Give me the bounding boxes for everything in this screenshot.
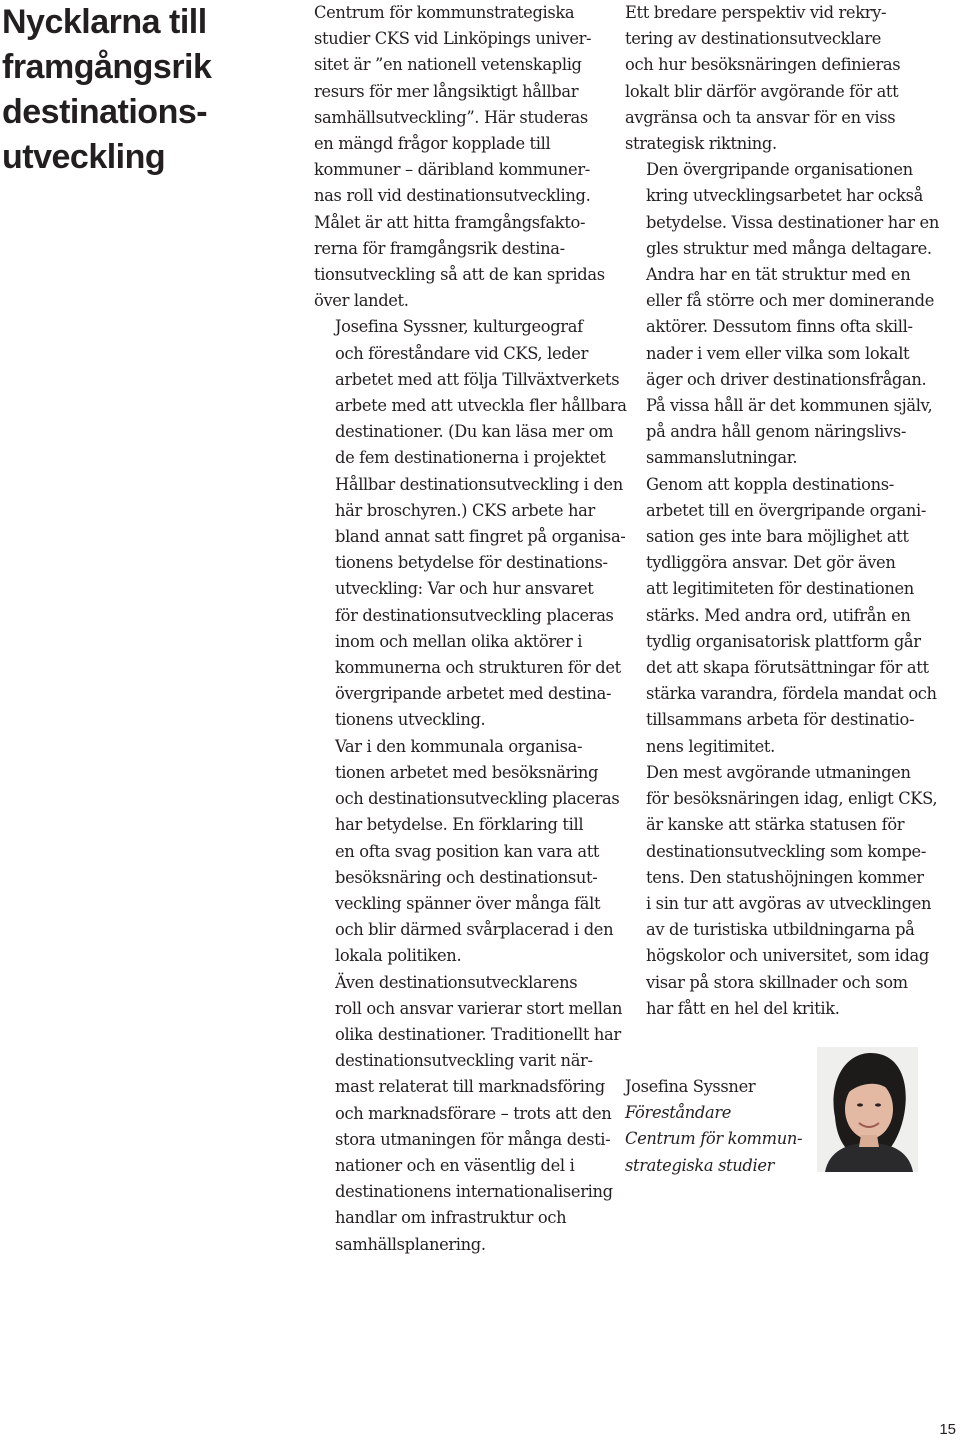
title-line: utveckling xyxy=(2,138,166,176)
text-line: Den övergripande organisationen xyxy=(646,160,913,180)
text-line: stärka varandra, fördela mandat och xyxy=(646,684,937,704)
text-line: stora utmaningen för många desti- xyxy=(335,1129,611,1149)
text-line: och destinationsutveckling placeras xyxy=(335,789,620,809)
text-line: de fem destinationerna i projektet xyxy=(335,448,606,468)
text-line: att legitimiteten för destinationen xyxy=(646,579,914,599)
text-line: Även destinationsutvecklarens xyxy=(335,972,578,992)
author-signature xyxy=(625,1074,815,1179)
text-line: veckling spänner över många fält xyxy=(335,893,601,913)
text-line: kommunerna och strukturen för det xyxy=(335,658,621,678)
text-line: en ofta svag position kan vara att xyxy=(335,841,600,861)
text-line: för destinationsutveckling placeras xyxy=(335,605,614,625)
text-line: på andra håll genom näringslivs- xyxy=(646,422,907,442)
text-line: nationer och en väsentlig del i xyxy=(335,1155,575,1175)
text-line: tydlig organisatorisk plattform går xyxy=(646,631,921,651)
text-line: strategisk riktning. xyxy=(625,134,777,154)
text-line: rerna för framgångsrik destina- xyxy=(314,238,565,258)
text-line: Andra har en tät struktur med en xyxy=(646,265,911,285)
text-line: tens. Den statushöjningen kommer xyxy=(646,867,924,887)
body-paragraph xyxy=(314,0,614,314)
text-line: aktörer. Dessutom finns ofta skill- xyxy=(646,317,913,337)
text-line: över landet. xyxy=(314,291,409,311)
text-line: roll och ansvar varierar stort mellan xyxy=(335,998,623,1018)
text-line: sammanslutningar. xyxy=(646,448,798,468)
text-line: och blir därmed svårplacerad i den xyxy=(335,920,614,940)
text-line: Hållbar destinationsutveckling i den xyxy=(335,474,623,494)
text-line: tionen arbetet med besöksnäring xyxy=(335,762,599,782)
portrait-eye xyxy=(875,1103,881,1106)
text-line: sitet är ”en nationell vetenskaplig xyxy=(314,55,582,75)
title-line: framgångsrik xyxy=(2,48,212,86)
text-line: Målet är att hitta framgångsfakto- xyxy=(314,212,586,232)
text-line: tionsutveckling så att de kan spridas xyxy=(314,265,605,285)
text-line: högskolor och universitet, som idag xyxy=(646,946,929,966)
author-role: Föreståndare xyxy=(625,1103,732,1123)
text-line: nas roll vid destinationsutveckling. xyxy=(314,186,591,206)
text-line: tillsammans arbeta för destinatio- xyxy=(646,710,915,730)
text-line: Ett bredare perspektiv vid rekry- xyxy=(625,3,887,22)
text-line: eller få större och mer dominerande xyxy=(646,291,935,311)
text-line: Den mest avgörande utmaningen xyxy=(646,762,911,782)
text-line: betydelse. Vissa destinationer har en xyxy=(646,212,939,232)
text-line: tionens utveckling. xyxy=(335,710,486,730)
text-line: mast relaterat till marknadsföring xyxy=(335,1077,605,1097)
text-line: nader i vem eller vilka som lokalt xyxy=(646,343,910,363)
text-line: olika destinationer. Traditionellt har xyxy=(335,1024,621,1044)
text-line: tydliggöra ansvar. Det gör även xyxy=(646,553,896,573)
text-line: här broschyren.) CKS arbete har xyxy=(335,500,595,520)
body-paragraph xyxy=(314,314,627,733)
body-paragraph xyxy=(314,734,620,970)
text-line: övergripande arbetet med destina- xyxy=(335,684,612,704)
author-name: Josefina Syssner xyxy=(625,1077,756,1096)
text-line: och hur besöksnäringen definieras xyxy=(625,55,901,75)
text-line: destinationens internationalisering xyxy=(335,1182,613,1202)
text-line: samhällsplanering. xyxy=(335,1234,486,1254)
text-line: sation ges inte bara möjlighet att xyxy=(646,527,909,547)
text-line: resurs för mer långsiktigt hållbar xyxy=(314,81,579,101)
body-paragraph xyxy=(625,0,935,157)
title-line: Nycklarna till xyxy=(2,3,207,41)
text-line: utveckling: Var och hur ansvaret xyxy=(335,579,594,599)
text-line: tionens betydelse för destinations- xyxy=(335,553,608,573)
title-line: destinations- xyxy=(2,93,208,131)
text-line: äger och driver destinationsfrågan. xyxy=(646,369,927,389)
text-line: arbetet till en övergripande organi- xyxy=(646,500,927,520)
text-line: studier CKS vid Linköpings univer- xyxy=(314,29,592,49)
body-paragraph xyxy=(314,970,623,1258)
text-line: lokalt blir därför avgörande för att xyxy=(625,81,899,101)
page-number: 15 xyxy=(939,1421,956,1438)
text-line: av de turistiska utbildningarna på xyxy=(646,920,915,940)
text-line: och föreståndare vid CKS, leder xyxy=(335,343,589,363)
text-line: har fått en hel del kritik. xyxy=(646,998,840,1018)
text-line: inom och mellan olika aktörer i xyxy=(335,631,583,651)
text-line: På vissa håll är det kommunen själv, xyxy=(646,396,933,416)
text-line: i sin tur att avgöras av utvecklingen xyxy=(646,893,932,913)
text-line: handlar om infrastruktur och xyxy=(335,1208,567,1228)
text-line: tering av destinationsutvecklare xyxy=(625,29,882,49)
text-line: lokala politiken. xyxy=(335,946,462,966)
text-line: visar på stora skillnader och som xyxy=(646,972,908,992)
text-line: kring utvecklingsarbetet har också xyxy=(646,186,924,206)
body-paragraph xyxy=(625,157,939,471)
text-line: har betydelse. En förklaring till xyxy=(335,815,584,835)
text-line: och marknadsförare – trots att den xyxy=(335,1103,612,1123)
text-line: destinationsutveckling som kompe- xyxy=(646,841,926,861)
text-line: arbete med att utveckla fler hållbara xyxy=(335,396,627,416)
author-organization-line: strategiska studier xyxy=(625,1155,775,1175)
author-organization-line: Centrum för kommun- xyxy=(625,1129,803,1149)
text-line: arbetet med att följa Tillväxtverkets xyxy=(335,369,620,389)
text-line: nens legitimitet. xyxy=(646,736,775,756)
text-line: samhällsutveckling”. Här studeras xyxy=(314,107,588,127)
body-paragraph xyxy=(625,472,935,760)
body-paragraph xyxy=(625,760,938,1022)
body-column-left xyxy=(314,0,627,1258)
text-line: destinationsutveckling varit när- xyxy=(335,1051,593,1071)
text-line: Var i den kommunala organisa- xyxy=(335,736,583,756)
text-line: gles struktur med många deltagare. xyxy=(646,238,932,258)
text-line: det att skapa förutsättningar för att xyxy=(646,658,929,678)
text-line: besöksnäring och destinationsut- xyxy=(335,867,598,887)
text-line: bland annat satt fingret på organisa- xyxy=(335,527,626,547)
portrait-neck xyxy=(859,1135,879,1147)
text-line: Genom att koppla destinations- xyxy=(646,474,894,494)
article-title xyxy=(2,0,292,180)
body-column-right xyxy=(625,0,939,1022)
portrait-eye xyxy=(857,1103,863,1106)
text-line: destinationer. (Du kan läsa mer om xyxy=(335,422,614,442)
text-line: en mängd frågor kopplade till xyxy=(314,134,551,154)
text-line: avgränsa och ta ansvar för en viss xyxy=(625,107,896,127)
text-line: är kanske att stärka statusen för xyxy=(646,815,905,835)
text-line: kommuner – däribland kommuner- xyxy=(314,160,590,180)
text-line: Centrum för kommunstrategiska xyxy=(314,3,575,22)
text-line: för besöksnäringen idag, enligt CKS, xyxy=(646,789,938,809)
text-line: stärks. Med andra ord, utifrån en xyxy=(646,605,911,625)
author-portrait xyxy=(817,1047,918,1172)
text-line: Josefina Syssner, kulturgeograf xyxy=(335,317,583,337)
